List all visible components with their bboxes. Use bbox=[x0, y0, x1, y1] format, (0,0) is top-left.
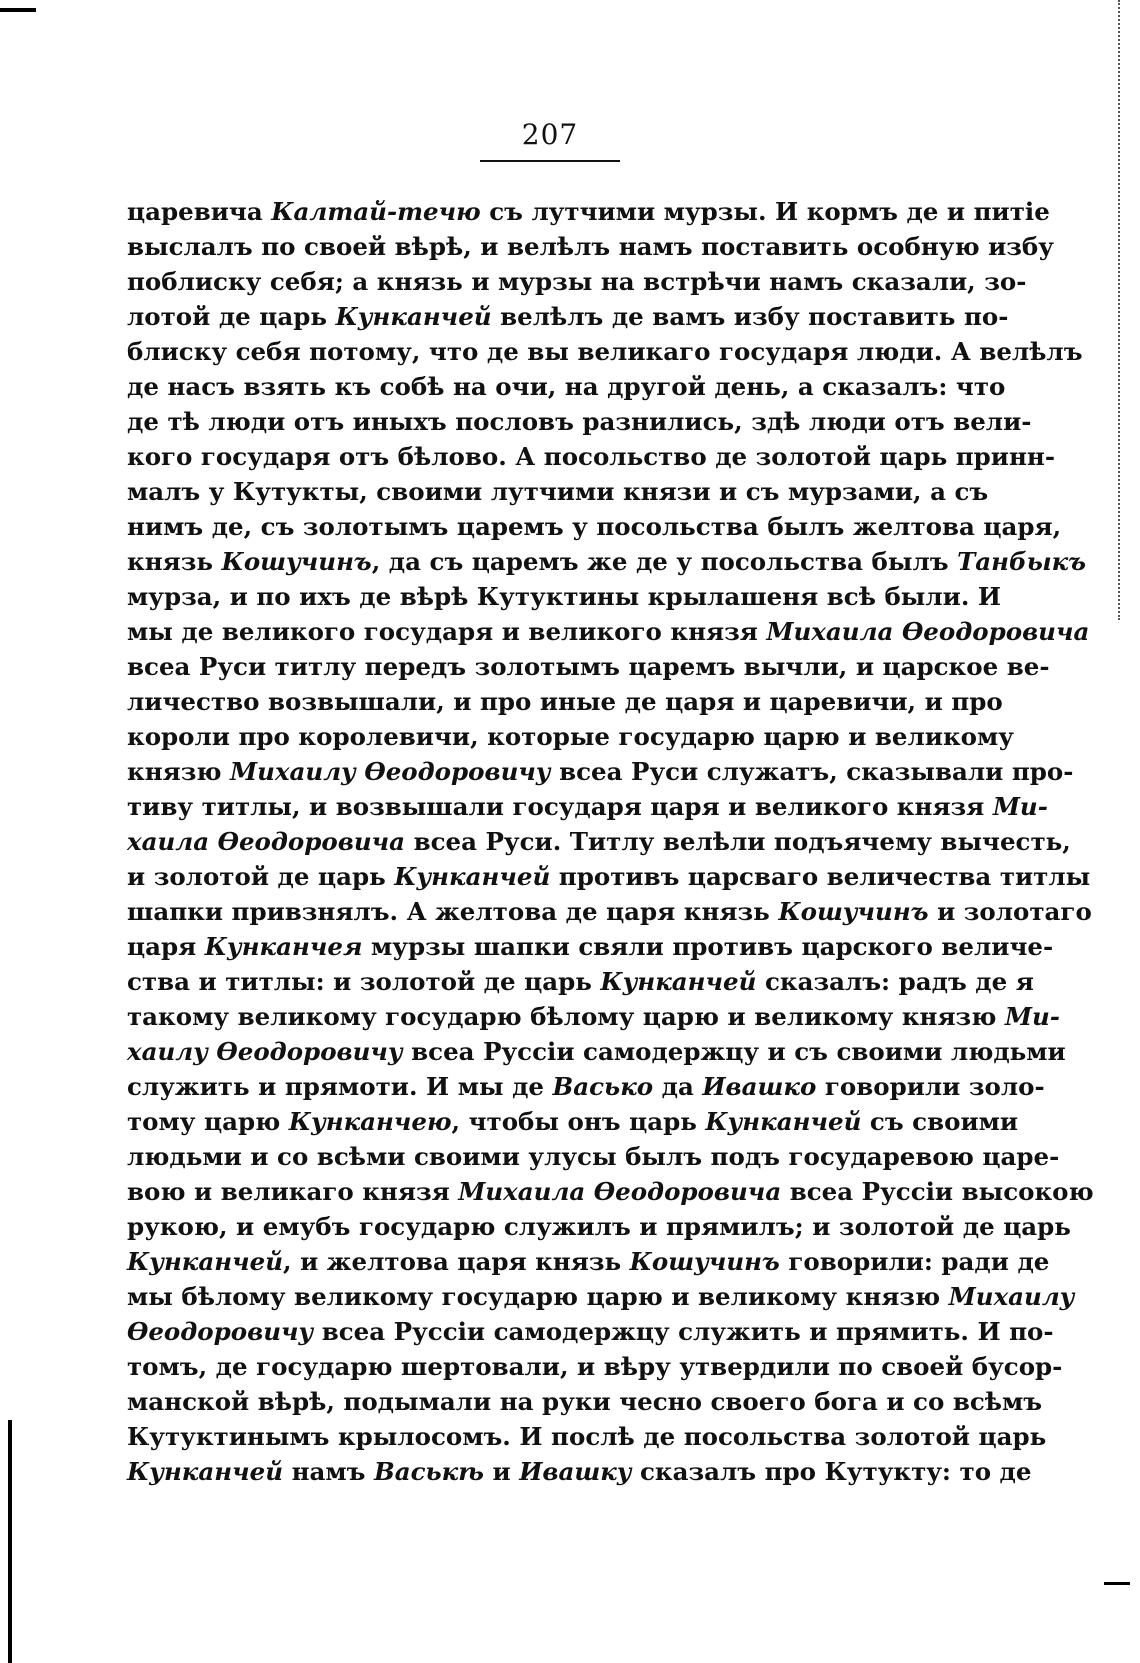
scan-artifact-top bbox=[0, 8, 36, 12]
text-line: поблиску себя; а князь и мурзы на встрѣчи намъ сказали, зо- bbox=[127, 267, 1027, 296]
text-line: шапки привзнялъ. А желтова де царя князь Кошучинъ и золотаго bbox=[127, 897, 1092, 926]
scan-artifact-right-edge bbox=[1118, 0, 1122, 620]
text-line: хаила Ѳеодоровича всеа Руси. Титлу велѣли подъячему вычесть, bbox=[127, 827, 1071, 856]
text-line: Кунканчей, и желтова царя князь Кошучинъ говорили: ради де bbox=[127, 1247, 1050, 1276]
text-line: манской вѣрѣ, подымали на руки чесно своего бога и со всѣмъ bbox=[127, 1387, 1043, 1416]
text-line: такому великому государю бѣлому царю и великому князю Ми- bbox=[127, 1002, 1060, 1031]
text-line: князю Михаилу Ѳеодоровичу всеа Руси служатъ, сказывали про- bbox=[127, 757, 1074, 786]
text-line: Кутуктинымъ крылосомъ. И послѣ де посольства золотой царь bbox=[127, 1422, 1047, 1451]
text-line: блиску себя потому, что де вы великаго государя люди. А велѣлъ bbox=[127, 337, 1083, 366]
text-line: мы де великого государя и великого князя Михаила Ѳеодоровича bbox=[127, 617, 1090, 646]
text-line: всеа Руси титлу передъ золотымъ царемъ вычли, и царское ве- bbox=[127, 652, 1050, 681]
text-line: царевича Калтай-течю съ лутчими мурзы. И кормъ де и питіе bbox=[127, 197, 1050, 226]
text-line: выслалъ по своей вѣрѣ, и велѣлъ намъ поставить особную избу bbox=[127, 232, 1054, 261]
text-line: вою и великаго князя Михаила Ѳеодоровича всеа Руссіи высокою bbox=[127, 1177, 1094, 1206]
text-line: людьми и со всѣми своими улусы былъ подъ государевою царе- bbox=[127, 1142, 1060, 1171]
text-line: рукою, и емубъ государю служилъ и прямилъ; и золотой де царь bbox=[127, 1212, 1071, 1241]
text-line: короли про королевичи, которые государю царю и великому bbox=[127, 722, 1014, 751]
text-line: тому царю Кунканчею, чтобы онъ царь Кунканчей съ своими bbox=[127, 1107, 1019, 1136]
text-line: де тѣ люди отъ иныхъ пословъ разнились, здѣ люди отъ вели- bbox=[127, 407, 1032, 436]
text-line: Ѳеодоровичу всеа Руссіи самодержцу служить и прямить. И по- bbox=[127, 1317, 1054, 1346]
body-text bbox=[127, 194, 1094, 1489]
text-line: служить и прямоти. И мы де Васько да Ивашко говорили золо- bbox=[127, 1072, 1045, 1101]
scan-artifact-bottom bbox=[1104, 1582, 1130, 1585]
text-line: нимъ де, съ золотымъ царемъ у посольства былъ желтова царя, bbox=[127, 512, 1062, 541]
text-line: хаилу Ѳеодоровичу всеа Руссіи самодержцу и съ своими людьми bbox=[127, 1037, 1066, 1066]
text-line: мурза, и по ихъ де вѣрѣ Кутуктины крылашеня всѣ были. И bbox=[127, 582, 1002, 611]
text-line: и золотой де царь Кунканчей противъ царсваго величества титлы bbox=[127, 862, 1091, 891]
text-line: личество возвышали, и про иные де царя и царевичи, и про bbox=[127, 687, 1003, 716]
text-line: Кунканчей намъ Васькѣ и Ивашку сказалъ про Кутукту: то де bbox=[127, 1457, 1032, 1486]
page-number-rule bbox=[480, 160, 620, 162]
text-line: малъ у Кутукты, своими лутчими князи и съ мурзами, а съ bbox=[127, 477, 989, 506]
text-line: томъ, де государю шертовали, и вѣру утвердили по своей бусор- bbox=[127, 1352, 1063, 1381]
text-line: кого государя отъ бѣлово. А посольство де золотой царь принн- bbox=[127, 442, 1055, 471]
text-line: ства и титлы: и золотой де царь Кунканчей сказалъ: радъ де я bbox=[127, 967, 1034, 996]
text-line: де насъ взять къ собѣ на очи, на другой день, а сказалъ: что bbox=[127, 372, 1006, 401]
text-line: лотой де царь Кунканчей велѣлъ де вамъ избу поставить по- bbox=[127, 302, 1009, 331]
page-number: 207 bbox=[521, 118, 579, 151]
text-line: князь Кошучинъ, да съ царемъ же де у посольства былъ Танбыкъ bbox=[127, 547, 1087, 576]
text-line: царя Кунканчея мурзы шапки свяли противъ царского величе- bbox=[127, 932, 1054, 961]
text-line: тиву титлы, и возвышали государя царя и великого князя Ми- bbox=[127, 792, 1048, 821]
text-line: мы бѣлому великому государю царю и великому князю Михаилу bbox=[127, 1282, 1075, 1311]
scan-artifact-left-edge bbox=[8, 1420, 12, 1663]
